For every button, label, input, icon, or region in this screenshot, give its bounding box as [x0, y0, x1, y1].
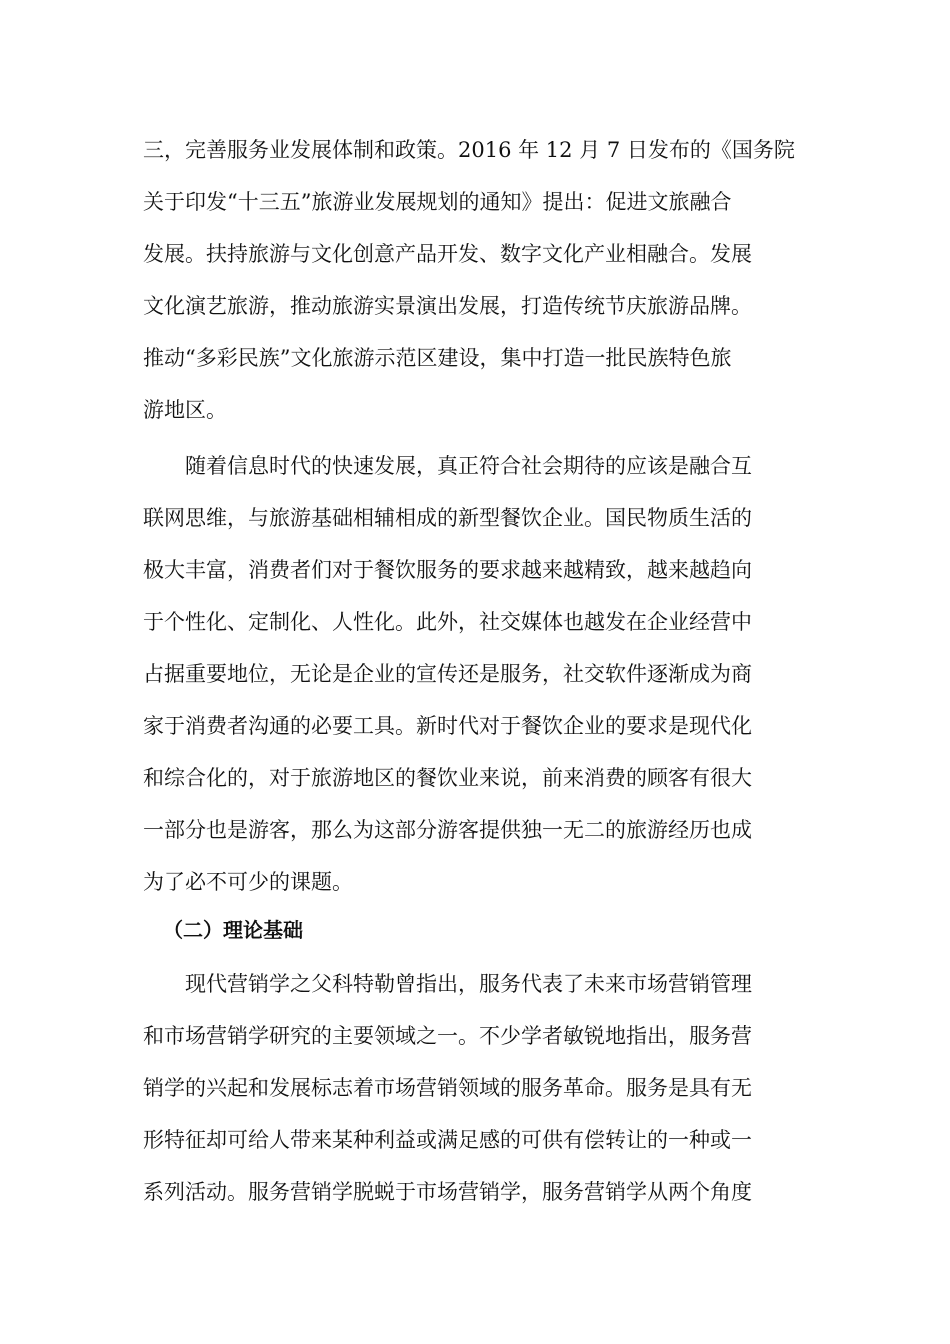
- text-line: 为了必不可少的课题。: [143, 870, 353, 894]
- text-line: 销学的兴起和发展标志着市场营销领域的服务革命。服务是具有无: [143, 1076, 752, 1100]
- text-line: 一部分也是游客，那么为这部分游客提供独一无二的旅游经历也成: [143, 818, 752, 842]
- text-line: 联网思维，与旅游基础相辅相成的新型餐饮企业。国民物质生活的: [143, 506, 752, 530]
- text-line: 和市场营销学研究的主要领域之一。不少学者敏锐地指出，服务营: [143, 1024, 752, 1048]
- text-line: 游地区。: [143, 398, 227, 422]
- text-line: 极大丰富，消费者们对于餐饮服务的要求越来越精致，越来越趋向: [143, 558, 752, 582]
- text-line: 形特征却可给人带来某种利益或满足感的可供有偿转让的一种或一: [143, 1128, 752, 1152]
- text-line: 发展。扶持旅游与文化创意产品开发、数字文化产业相融合。发展: [143, 242, 752, 266]
- section-heading: （二）理论基础: [163, 918, 303, 942]
- text-line: 家于消费者沟通的必要工具。新时代对于餐饮企业的要求是现代化: [143, 714, 752, 738]
- text-line: 关于印发“十三五”旅游业发展规划的通知》提出：促进文旅融合: [143, 190, 732, 214]
- text-line: 推动“多彩民族”文化旅游示范区建设，集中打造一批民族特色旅: [143, 346, 732, 370]
- text-line: 占据重要地位，无论是企业的宣传还是服务，社交软件逐渐成为商: [143, 662, 752, 686]
- paragraph-policy: [143, 124, 808, 436]
- text-line: 于个性化、定制化、人性化。此外，社交媒体也越发在企业经营中: [143, 610, 752, 634]
- paragraph-theory: [143, 958, 808, 1218]
- text-line: 和综合化的，对于旅游地区的餐饮业来说，前来消费的顾客有很大: [143, 766, 752, 790]
- paragraph-information-era: [143, 440, 808, 908]
- text-line: 文化演艺旅游，推动旅游实景演出发展，打造传统节庆旅游品牌。: [143, 294, 752, 318]
- text-line: 随着信息时代的快速发展，真正符合社会期待的应该是融合互: [185, 454, 752, 478]
- text-line: 系列活动。服务营销学脱蜕于市场营销学，服务营销学从两个角度: [143, 1180, 752, 1204]
- text-line: 现代营销学之父科特勒曾指出，服务代表了未来市场营销管理: [185, 972, 752, 996]
- text-line: 三，完善服务业发展体制和政策。2016 年 12 月 7 日发布的《国务院: [143, 138, 795, 162]
